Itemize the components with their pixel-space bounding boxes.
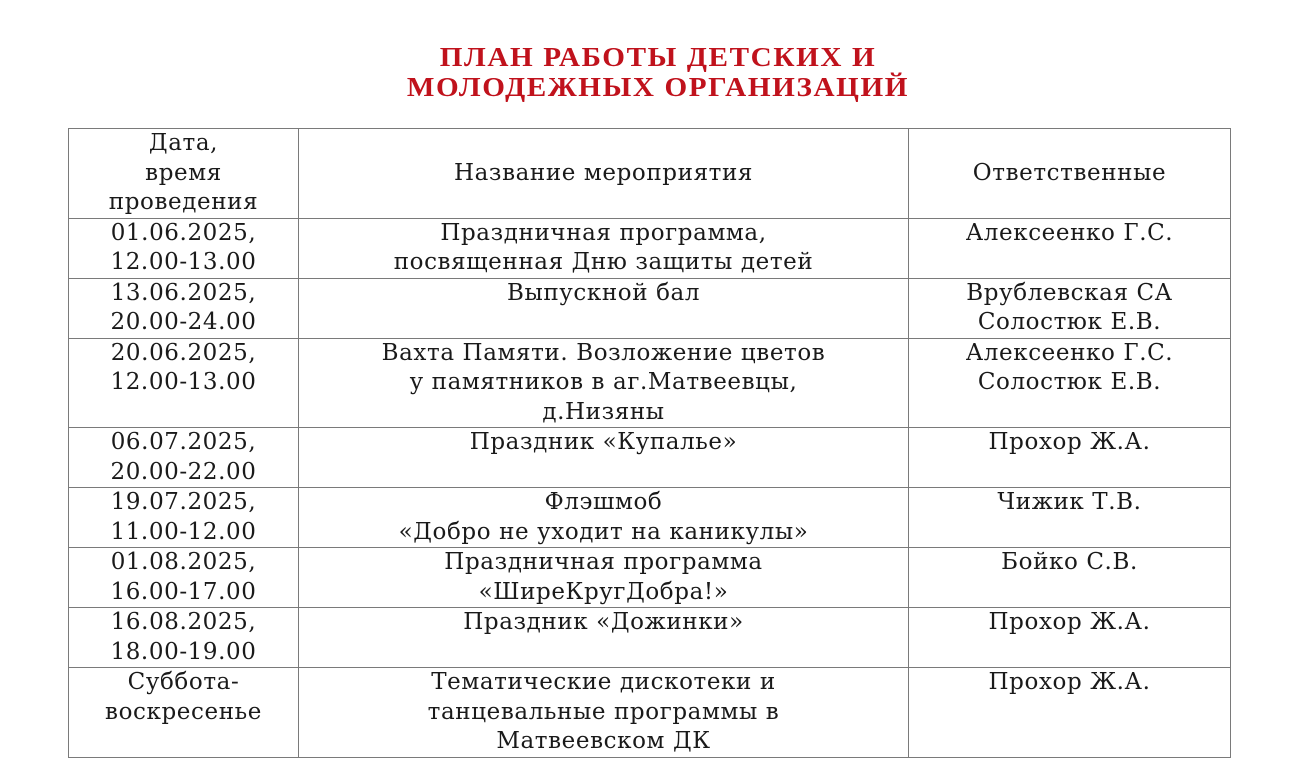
- cell-responsible: Бойко С.В.: [909, 548, 1231, 608]
- table-row: [69, 338, 1231, 428]
- header-event: Название мероприятия: [299, 129, 909, 219]
- table-row: [69, 548, 1231, 608]
- cell-event: Вахта Памяти. Возложение цветов у памятников в аг.Матвеевцы, д.Низяны: [299, 338, 909, 428]
- cell-responsible: Чижик Т.В.: [909, 488, 1231, 548]
- cell-event: Тематические дискотеки и танцевальные программы в Матвеевском ДК: [299, 668, 909, 758]
- table-row: [69, 428, 1231, 488]
- cell-event: Флэшмоб «Добро не уходит на каникулы»: [299, 488, 909, 548]
- title-line-1: ПЛАН РАБОТЫ ДЕТСКИХ И: [439, 42, 877, 72]
- cell-event: Праздник «Купалье»: [299, 428, 909, 488]
- header-responsible: Ответственные: [909, 129, 1231, 219]
- cell-date: Суббота- воскресенье: [69, 668, 299, 758]
- cell-date: 16.08.2025, 18.00-19.00: [69, 608, 299, 668]
- header-date: Дата, время проведения: [69, 129, 299, 219]
- cell-date: 01.06.2025, 12.00-13.00: [69, 218, 299, 278]
- cell-date: 20.06.2025, 12.00-13.00: [69, 338, 299, 428]
- cell-responsible: Алексеенко Г.С. Солостюк Е.В.: [909, 338, 1231, 428]
- cell-responsible: Прохор Ж.А.: [909, 608, 1231, 668]
- cell-responsible: Прохор Ж.А.: [909, 668, 1231, 758]
- cell-date: 01.08.2025, 16.00-17.00: [69, 548, 299, 608]
- cell-event: Праздничная программа, посвященная Дню защиты детей: [299, 218, 909, 278]
- table-row: [69, 278, 1231, 338]
- table-row: [69, 218, 1231, 278]
- cell-responsible: Прохор Ж.А.: [909, 428, 1231, 488]
- cell-date: 19.07.2025, 11.00-12.00: [69, 488, 299, 548]
- table-header-row: [69, 129, 1231, 219]
- work-plan-table: [68, 128, 1231, 758]
- document-title: [0, 42, 1293, 102]
- table-row: [69, 608, 1231, 668]
- title-line-2: МОЛОДЕЖНЫХ ОРГАНИЗАЦИЙ: [406, 72, 910, 102]
- cell-responsible: Врублевская СА Солостюк Е.В.: [909, 278, 1231, 338]
- table-row: [69, 668, 1231, 758]
- table-row: [69, 488, 1231, 548]
- cell-date: 13.06.2025, 20.00-24.00: [69, 278, 299, 338]
- cell-event: Праздничная программа «ШиреКругДобра!»: [299, 548, 909, 608]
- cell-event: Выпускной бал: [299, 278, 909, 338]
- cell-responsible: Алексеенко Г.С.: [909, 218, 1231, 278]
- cell-event: Праздник «Дожинки»: [299, 608, 909, 668]
- cell-date: 06.07.2025, 20.00-22.00: [69, 428, 299, 488]
